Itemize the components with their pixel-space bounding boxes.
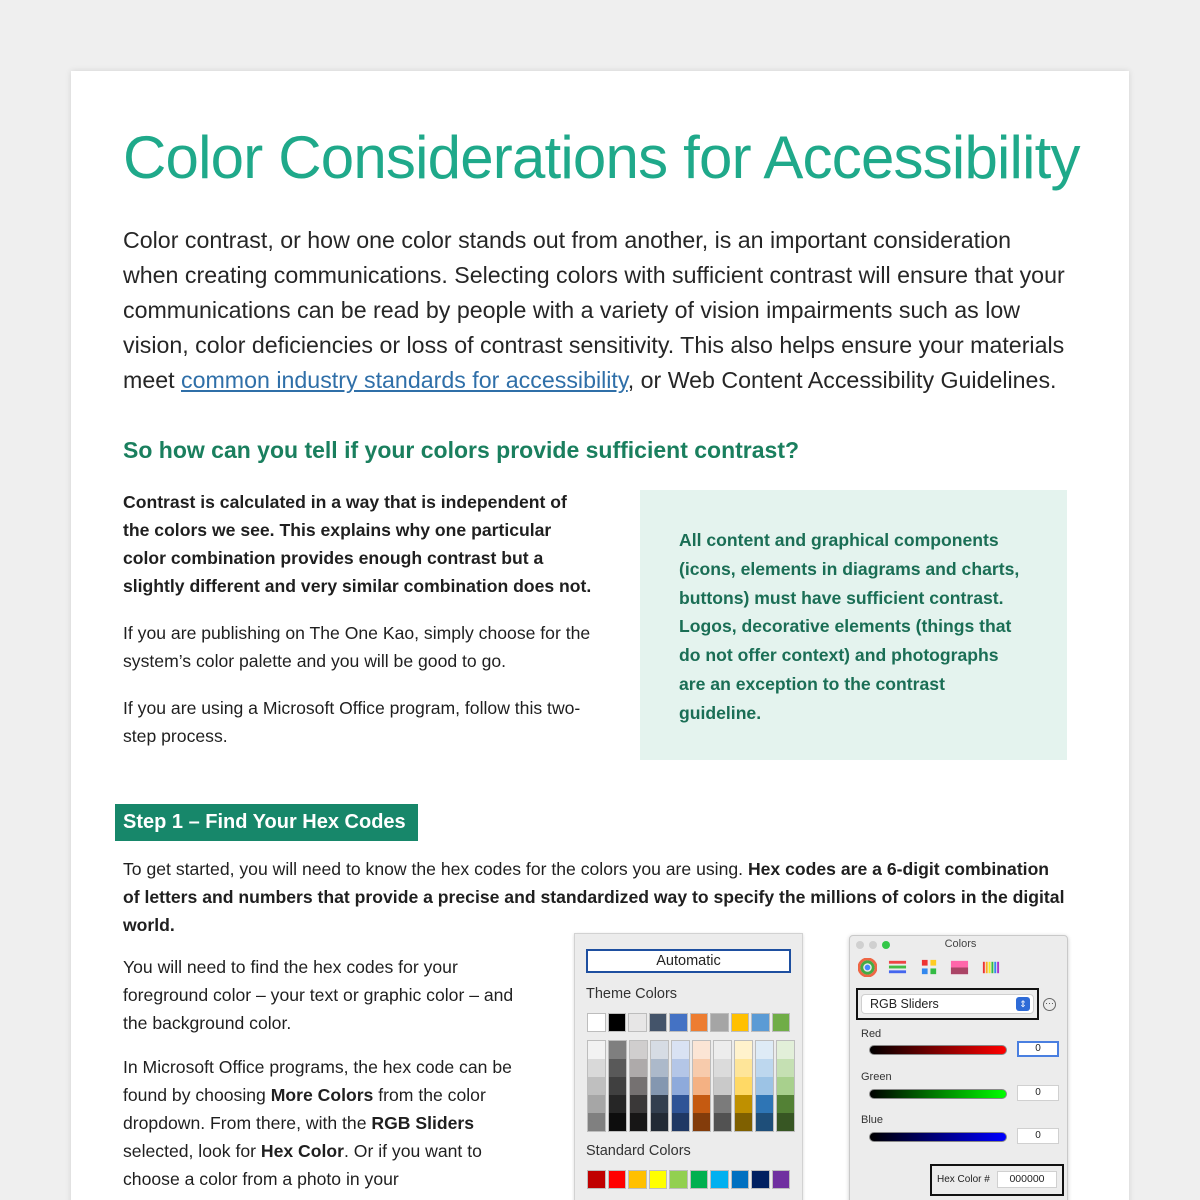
- step-1-intro-bold: Hex codes are a 6-digit combination of letters and numbers that provide a precise and standardized way to specify the millions of colors in the digital world.: [123, 859, 1065, 935]
- intro-paragraph: [123, 223, 1068, 398]
- theme-color-swatch[interactable]: [669, 1013, 688, 1032]
- section-subheading: So how can you tell if your colors provide sufficient contrast?: [123, 437, 800, 463]
- theme-shade-swatch[interactable]: [630, 1095, 647, 1113]
- theme-shade-swatch[interactable]: [735, 1059, 752, 1077]
- mode-highlight-box: [856, 988, 1039, 1020]
- theme-shade-swatch[interactable]: [777, 1095, 794, 1113]
- green-slider[interactable]: [869, 1089, 1007, 1099]
- theme-colors-row: [587, 1013, 790, 1032]
- theme-shade-swatch[interactable]: [588, 1077, 605, 1095]
- para2-text-g: . Or if you want to choose a color from a photo in your: [123, 1141, 482, 1189]
- theme-shade-column: [671, 1040, 690, 1132]
- theme-shade-swatch[interactable]: [609, 1077, 626, 1095]
- theme-shade-column: [587, 1040, 606, 1132]
- green-value-field[interactable]: 0: [1017, 1085, 1059, 1101]
- theme-shade-swatch[interactable]: [588, 1059, 605, 1077]
- theme-shade-swatch[interactable]: [693, 1059, 710, 1077]
- page-title: Color Considerations for Accessibility: [123, 124, 1080, 191]
- hex-color-field[interactable]: 000000: [997, 1171, 1057, 1188]
- callout-box: [640, 490, 1067, 760]
- step-1-left-column: [123, 953, 518, 1200]
- contrast-explanation: Contrast is calculated in a way that is independent of the colors we see. This explains why one particular color combination provides enough contrast but a slightly different and very similar combination does not.: [123, 492, 592, 596]
- green-label: Green: [861, 1071, 892, 1083]
- blue-label: Blue: [861, 1114, 884, 1126]
- theme-shade-swatch[interactable]: [609, 1095, 626, 1113]
- intro-text-after: , or Web Content Accessibility Guidelines.: [627, 367, 1057, 393]
- theme-shade-swatch[interactable]: [630, 1041, 647, 1059]
- theme-shade-swatch[interactable]: [756, 1059, 773, 1077]
- theme-shade-column: [713, 1040, 732, 1132]
- pencils-icon[interactable]: [981, 958, 1000, 977]
- theme-shade-swatch[interactable]: [777, 1059, 794, 1077]
- theme-shade-column: [692, 1040, 711, 1132]
- left-column: [123, 488, 593, 769]
- theme-shades-grid: [587, 1040, 795, 1132]
- one-kao-note: If you are publishing on The One Kao, simply choose for the system’s color palette and you will be good to go.: [123, 623, 591, 671]
- theme-shade-swatch[interactable]: [651, 1095, 668, 1113]
- theme-shade-swatch[interactable]: [609, 1059, 626, 1077]
- red-slider[interactable]: [869, 1045, 1007, 1055]
- image-palettes-icon[interactable]: [950, 958, 969, 977]
- theme-shade-swatch[interactable]: [672, 1059, 689, 1077]
- document-page: [71, 71, 1129, 1200]
- theme-shade-swatch[interactable]: [777, 1113, 794, 1131]
- theme-shade-swatch[interactable]: [714, 1059, 731, 1077]
- theme-shade-swatch[interactable]: [735, 1113, 752, 1131]
- standard-color-swatch[interactable]: [751, 1170, 770, 1189]
- theme-shade-swatch[interactable]: [735, 1041, 752, 1059]
- theme-color-swatch[interactable]: [628, 1013, 647, 1032]
- theme-shade-swatch[interactable]: [651, 1113, 668, 1131]
- theme-shade-swatch[interactable]: [588, 1113, 605, 1131]
- hex-color-term: Hex Color: [260, 1141, 344, 1161]
- theme-color-swatch[interactable]: [649, 1013, 668, 1032]
- intro-text-before: Color contrast, or how one color stands out from another, is an important consideration when creating communications. Selecting colors with sufficient contrast will ensure that your communications can be read by people with a variety of vision impairments such as low vision, color deficiencies or loss of contrast sensitivity. This also helps ensure your materials meet: [123, 227, 1065, 393]
- theme-shade-swatch[interactable]: [777, 1041, 794, 1059]
- theme-shade-column: [734, 1040, 753, 1132]
- theme-colors-label: Theme Colors: [586, 986, 678, 1002]
- red-label: Red: [861, 1028, 882, 1040]
- theme-shade-swatch[interactable]: [651, 1041, 668, 1059]
- colors-window-title: Colors: [944, 938, 977, 950]
- standard-color-swatch[interactable]: [772, 1170, 791, 1189]
- hex-color-label: Hex Color #: [937, 1174, 990, 1185]
- color-mode-select[interactable]: [861, 994, 1034, 1014]
- step-1-heading: Step 1 – Find Your Hex Codes: [115, 804, 418, 841]
- step-1-intro-plain: To get started, you will need to know the hex codes for the colors you are using.: [123, 859, 748, 879]
- theme-shade-swatch[interactable]: [777, 1077, 794, 1095]
- theme-shade-column: [650, 1040, 669, 1132]
- standard-color-swatch[interactable]: [628, 1170, 647, 1189]
- theme-shade-swatch[interactable]: [714, 1095, 731, 1113]
- theme-shade-swatch[interactable]: [714, 1113, 731, 1131]
- office-color-palette: [574, 933, 803, 1200]
- theme-color-swatch[interactable]: [731, 1013, 750, 1032]
- theme-shade-swatch[interactable]: [651, 1077, 668, 1095]
- step-1-intro: [123, 855, 1068, 939]
- standard-color-swatch[interactable]: [649, 1170, 668, 1189]
- color-sliders-icon[interactable]: [888, 958, 907, 977]
- theme-shade-swatch[interactable]: [693, 1041, 710, 1059]
- theme-shade-swatch[interactable]: [630, 1059, 647, 1077]
- theme-shade-column: [629, 1040, 648, 1132]
- theme-shade-swatch[interactable]: [756, 1077, 773, 1095]
- more-colors-term: More Colors: [270, 1085, 374, 1105]
- chevron-updown-icon: ⇕: [1016, 997, 1030, 1011]
- para2-text-e: selected, look for: [123, 1141, 261, 1161]
- callout-text: All content and graphical components (icons, elements in diagrams and charts, buttons) must have sufficient contrast. Logos, decorative elements (things that do not offer context) and photographs are an exception to the contrast guideline.: [679, 530, 1020, 723]
- rgb-sliders-term: RGB Sliders: [371, 1113, 475, 1133]
- theme-shade-swatch[interactable]: [672, 1041, 689, 1059]
- standard-color-swatch[interactable]: [587, 1170, 606, 1189]
- theme-shade-swatch[interactable]: [693, 1095, 710, 1113]
- para2-text-a: In Microsoft Office programs, the hex code can be found by choosing: [123, 1057, 512, 1105]
- step-1-para-2: [123, 1053, 518, 1193]
- theme-color-swatch[interactable]: [608, 1013, 627, 1032]
- color-wheel-icon[interactable]: [858, 958, 877, 977]
- colors-window: [849, 935, 1068, 1200]
- theme-shade-swatch[interactable]: [609, 1041, 626, 1059]
- blue-slider[interactable]: [869, 1132, 1007, 1142]
- theme-shade-swatch[interactable]: [714, 1041, 731, 1059]
- office-note: If you are using a Microsoft Office program, follow this two-step process.: [123, 698, 581, 746]
- theme-shade-swatch[interactable]: [630, 1113, 647, 1131]
- standard-color-swatch[interactable]: [608, 1170, 627, 1189]
- theme-shade-column: [776, 1040, 795, 1132]
- theme-shade-swatch[interactable]: [693, 1113, 710, 1131]
- accessibility-standards-link[interactable]: common industry standards for accessibility: [181, 367, 628, 393]
- blue-value-field[interactable]: 0: [1017, 1128, 1059, 1144]
- theme-color-swatch[interactable]: [751, 1013, 770, 1032]
- standard-color-swatch[interactable]: [710, 1170, 729, 1189]
- theme-shade-swatch[interactable]: [588, 1095, 605, 1113]
- theme-shade-swatch[interactable]: [672, 1095, 689, 1113]
- theme-shade-swatch[interactable]: [714, 1077, 731, 1095]
- para2-text-c: from the color dropdown. From there, with the: [123, 1085, 486, 1133]
- step-1-para-1: You will need to find the hex codes for your foreground color – your text or graphic color – and the background color.: [123, 957, 514, 1033]
- theme-shade-column: [608, 1040, 627, 1132]
- color-mode-value: RGB Sliders: [870, 997, 939, 1011]
- red-value-field[interactable]: 0: [1017, 1041, 1059, 1057]
- theme-shade-swatch[interactable]: [735, 1077, 752, 1095]
- color-palettes-icon[interactable]: [920, 958, 939, 977]
- theme-color-swatch[interactable]: [710, 1013, 729, 1032]
- theme-shade-swatch[interactable]: [735, 1095, 752, 1113]
- theme-shade-column: [755, 1040, 774, 1132]
- standard-color-swatch[interactable]: [731, 1170, 750, 1189]
- theme-shade-swatch[interactable]: [630, 1077, 647, 1095]
- theme-shade-swatch[interactable]: [756, 1113, 773, 1131]
- theme-shade-swatch[interactable]: [651, 1059, 668, 1077]
- standard-color-swatch[interactable]: [690, 1170, 709, 1189]
- automatic-color-button[interactable]: Automatic: [586, 949, 791, 973]
- theme-shade-swatch[interactable]: [672, 1113, 689, 1131]
- theme-color-swatch[interactable]: [772, 1013, 791, 1032]
- theme-shade-swatch[interactable]: [609, 1113, 626, 1131]
- more-options-icon[interactable]: ···: [1043, 998, 1056, 1011]
- theme-color-swatch[interactable]: [690, 1013, 709, 1032]
- standard-color-swatch[interactable]: [669, 1170, 688, 1189]
- theme-shade-swatch[interactable]: [756, 1095, 773, 1113]
- theme-shade-swatch[interactable]: [588, 1041, 605, 1059]
- theme-shade-swatch[interactable]: [672, 1077, 689, 1095]
- theme-color-swatch[interactable]: [587, 1013, 606, 1032]
- standard-colors-row: [587, 1170, 790, 1189]
- hex-highlight-box: [930, 1164, 1064, 1196]
- theme-shade-swatch[interactable]: [693, 1077, 710, 1095]
- theme-shade-swatch[interactable]: [756, 1041, 773, 1059]
- standard-colors-label: Standard Colors: [586, 1143, 691, 1159]
